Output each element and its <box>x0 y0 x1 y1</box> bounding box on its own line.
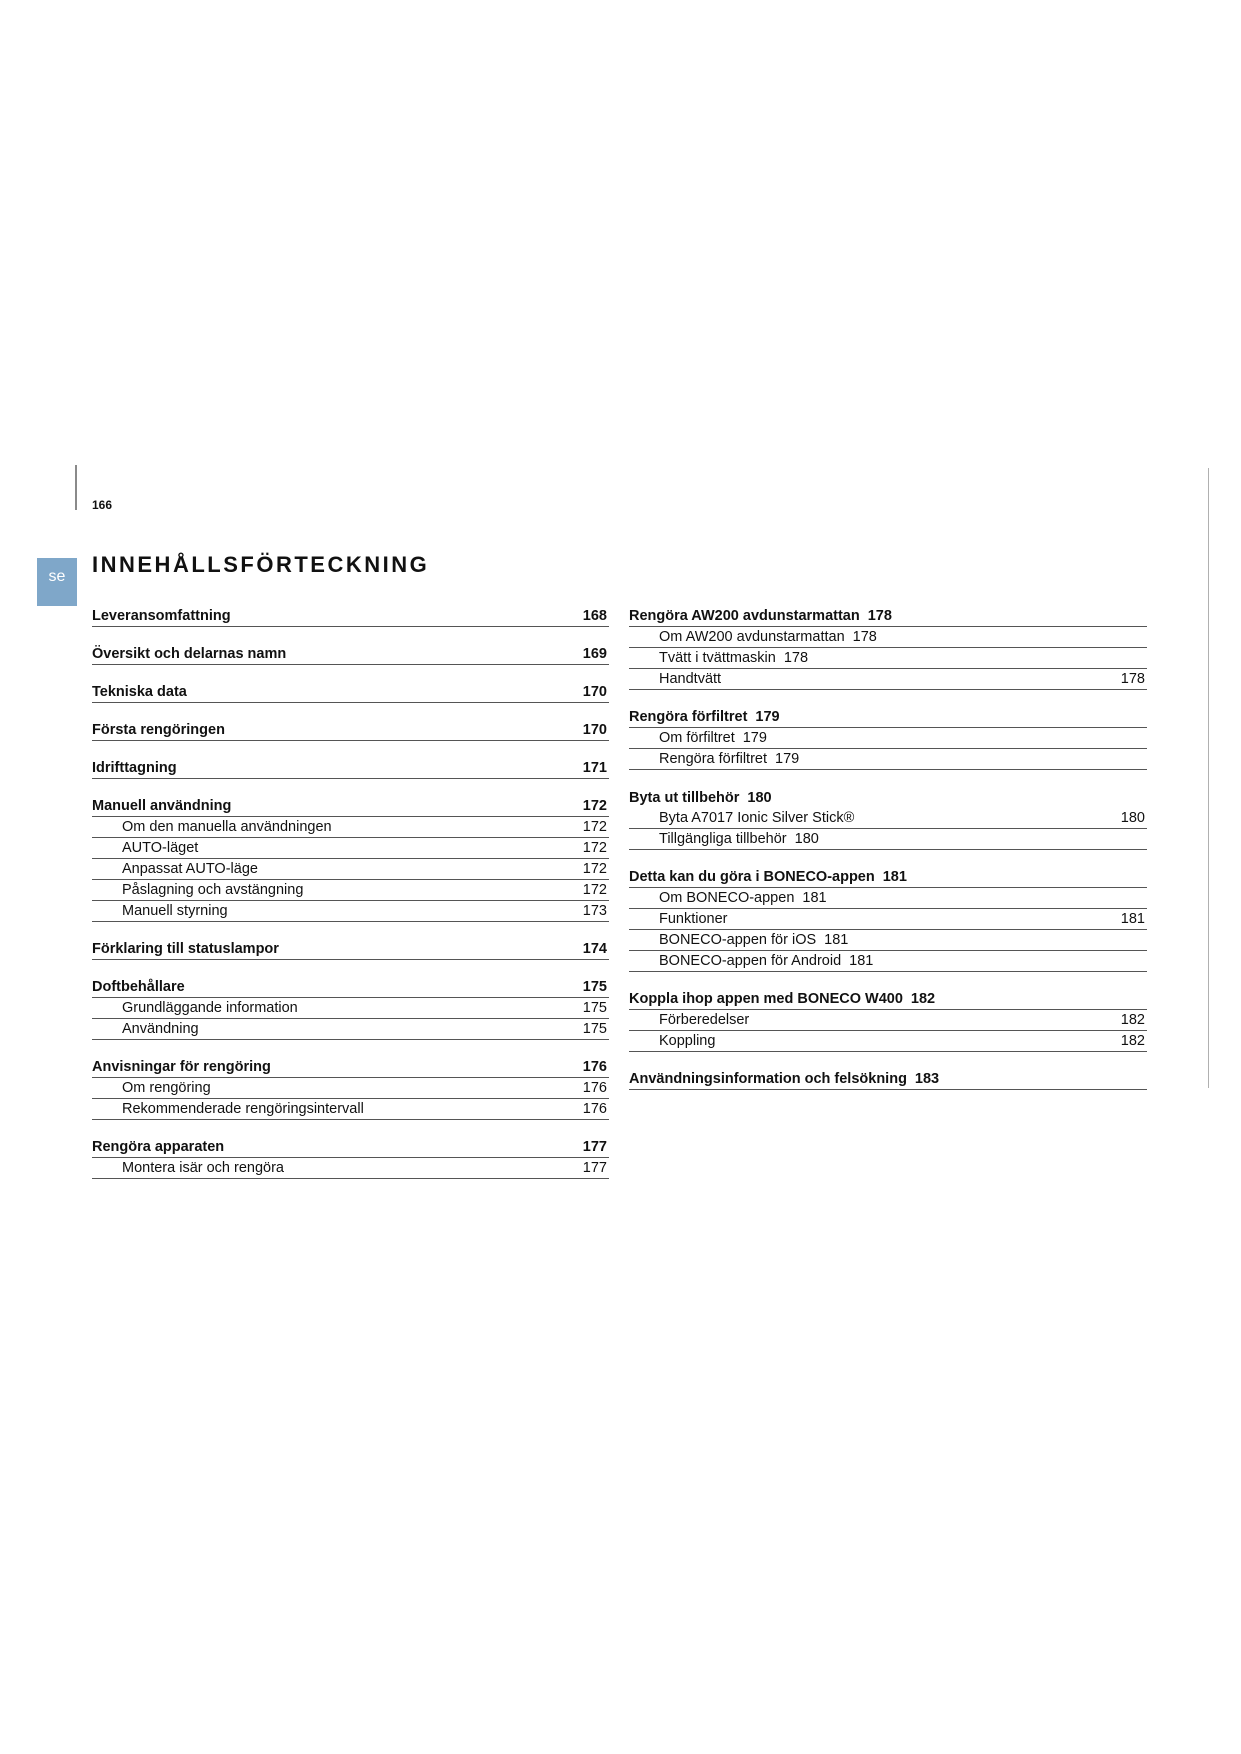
toc-entry[interactable] <box>629 648 1147 669</box>
toc-entry-title: BONECO-appen för iOS <box>659 932 817 948</box>
toc-entry[interactable] <box>629 888 1147 909</box>
toc-section[interactable] <box>92 933 609 960</box>
toc-entry-title-wrap <box>122 1099 364 1119</box>
toc-entry-page: 179 <box>775 751 800 767</box>
toc-entry-page: 175 <box>582 1000 607 1016</box>
toc-entry-title: Funktioner <box>659 911 728 927</box>
toc-entry-title: Tillgängliga tillbehör <box>659 831 787 847</box>
toc-entry[interactable] <box>629 829 1147 850</box>
toc-section[interactable] <box>629 1063 1147 1090</box>
toc-entry-title-wrap <box>122 998 298 1018</box>
toc-entry-title: Rengöra förfiltret <box>629 709 748 725</box>
toc-section[interactable] <box>92 790 609 817</box>
toc-entry-page: 172 <box>582 882 607 898</box>
toc-entry-page: 181 <box>802 890 827 906</box>
toc-entry[interactable] <box>629 930 1147 951</box>
toc-entry-page: 176 <box>582 1101 607 1117</box>
toc-entry-title: Koppling <box>659 1033 716 1049</box>
toc-entry-title-wrap <box>659 749 799 769</box>
toc-entry-title: Förberedelser <box>659 1012 750 1028</box>
toc-entry-title-wrap <box>92 796 231 816</box>
toc-entry-title: Påslagning och avstängning <box>122 882 304 898</box>
toc-entry[interactable] <box>92 1158 609 1179</box>
toc-entry-page: 174 <box>582 941 607 957</box>
toc-entry-title-wrap <box>659 1031 715 1051</box>
toc-entry-page: 181 <box>849 953 874 969</box>
toc-entry[interactable] <box>629 627 1147 648</box>
toc-section[interactable] <box>92 1131 609 1158</box>
toc-entry-title: Detta kan du göra i BONECO-appen <box>629 869 875 885</box>
toc-entry-title-wrap <box>659 951 873 971</box>
toc-entry-title-wrap <box>92 606 231 626</box>
toc-entry-page: 182 <box>1120 1033 1145 1049</box>
toc-entry[interactable] <box>92 998 609 1019</box>
toc-entry-page: 179 <box>742 730 767 746</box>
toc-entry-page: 178 <box>852 629 877 645</box>
toc-entry-title-wrap <box>629 867 907 887</box>
toc-section[interactable] <box>92 1051 609 1078</box>
toc-entry-title-wrap <box>92 720 225 740</box>
toc-group <box>92 638 609 665</box>
toc-entry[interactable] <box>92 1099 609 1120</box>
toc-entry[interactable] <box>92 901 609 922</box>
toc-group <box>92 1131 609 1179</box>
toc-entry[interactable] <box>629 728 1147 749</box>
toc-entry-title: Byta ut tillbehör <box>629 790 740 806</box>
toc-entry-title: Användning <box>122 1021 199 1037</box>
toc-entry-title: Rengöra AW200 avdunstarmattan <box>629 608 860 624</box>
toc-entry[interactable] <box>92 880 609 901</box>
toc-entry-title-wrap <box>659 888 827 908</box>
toc-entry[interactable] <box>629 1031 1147 1052</box>
toc-entry-title-wrap <box>659 648 808 668</box>
toc-right-column <box>629 600 1147 1101</box>
toc-entry-title: Handtvätt <box>659 671 722 687</box>
toc-entry-title-wrap <box>122 880 303 900</box>
toc-entry-page: 172 <box>582 840 607 856</box>
toc-group <box>92 752 609 779</box>
toc-entry-page: 176 <box>582 1059 607 1075</box>
toc-entry-title: Första rengöringen <box>92 722 225 738</box>
toc-entry-title-wrap <box>122 1019 199 1039</box>
toc-entry-title-wrap <box>629 606 892 626</box>
toc-entry-title: Doftbehållare <box>92 979 185 995</box>
toc-entry[interactable] <box>629 951 1147 972</box>
toc-entry-title: Om förfiltret <box>659 730 735 746</box>
toc-entry-title-wrap <box>122 901 228 921</box>
toc-entry-title-wrap <box>629 989 935 1009</box>
toc-entry-title-wrap <box>659 728 767 748</box>
toc-section[interactable] <box>629 861 1147 888</box>
toc-entry-page: 168 <box>582 608 607 624</box>
toc-entry-page: 173 <box>582 903 607 919</box>
toc-entry[interactable] <box>92 1078 609 1099</box>
toc-entry-page: 169 <box>582 646 607 662</box>
toc-group <box>92 971 609 1040</box>
toc-entry-title: Rengöra förfiltret <box>659 751 767 767</box>
toc-entry-title: Koppla ihop appen med BONECO W400 <box>629 991 903 1007</box>
toc-entry-page: 180 <box>1120 810 1145 826</box>
toc-section[interactable] <box>92 600 609 627</box>
toc-entry-title: Tekniska data <box>92 684 187 700</box>
toc-section[interactable] <box>629 781 1147 808</box>
toc-entry[interactable] <box>92 817 609 838</box>
toc-entry-page: 172 <box>582 861 607 877</box>
toc-entry-title-wrap <box>122 1158 284 1178</box>
toc-entry-page: 175 <box>582 979 607 995</box>
right-rule <box>1208 468 1209 1088</box>
toc-group <box>92 933 609 960</box>
toc-entry-page: 178 <box>783 650 809 666</box>
toc-group <box>629 781 1147 850</box>
toc-entry-title-wrap <box>659 669 721 689</box>
toc-group <box>92 790 609 922</box>
page-number: 166 <box>92 498 113 512</box>
toc-entry-page: 183 <box>914 1071 940 1087</box>
toc-section[interactable] <box>92 676 609 703</box>
toc-entry-title-wrap <box>92 977 185 997</box>
toc-section[interactable] <box>92 638 609 665</box>
toc-entry[interactable] <box>92 859 609 880</box>
toc-entry-title-wrap <box>629 1069 939 1089</box>
toc-entry-page: 178 <box>1120 671 1145 687</box>
toc-entry-title-wrap <box>92 682 187 702</box>
toc-entry-title-wrap <box>659 808 854 828</box>
toc-section[interactable] <box>92 714 609 741</box>
toc-entry-page: 170 <box>582 722 607 738</box>
toc-entry-title-wrap <box>122 838 198 858</box>
toc-entry-page: 176 <box>582 1080 607 1096</box>
toc-entry-page: 180 <box>747 790 772 806</box>
toc-entry-title: Anvisningar för rengöring <box>92 1059 271 1075</box>
toc-entry-title-wrap <box>659 930 848 950</box>
toc-group <box>92 1051 609 1120</box>
toc-entry-title-wrap <box>92 644 286 664</box>
toc-entry-title-wrap <box>659 829 819 849</box>
toc-entry-page: 181 <box>882 869 907 885</box>
toc-entry[interactable] <box>92 1019 609 1040</box>
toc-entry-title-wrap <box>659 1010 749 1030</box>
toc-group <box>629 983 1147 1052</box>
toc-entry-title: Rengöra apparaten <box>92 1139 225 1155</box>
toc-entry-page: 178 <box>867 608 892 624</box>
toc-entry-page: 172 <box>582 819 607 835</box>
toc-entry-title: Om den manuella användningen <box>122 819 332 835</box>
toc-entry-title: Grundläggande information <box>122 1000 298 1016</box>
toc-entry-page: 175 <box>582 1021 607 1037</box>
toc-section[interactable] <box>629 600 1147 627</box>
toc-group <box>92 714 609 741</box>
toc-entry-page: 182 <box>1120 1012 1145 1028</box>
toc-entry-title: Byta A7017 Ionic Silver Stick® <box>659 810 855 826</box>
toc-entry-title: Om BONECO-appen <box>659 890 795 906</box>
toc-entry-title-wrap <box>659 627 877 647</box>
toc-left-column <box>92 600 609 1190</box>
toc-entry-title-wrap <box>122 859 258 879</box>
toc-entry-title: Om AW200 avdunstarmattan <box>659 629 845 645</box>
left-rule <box>75 465 77 510</box>
page-title: INNEHÅLLSFÖRTECKNING <box>92 552 430 577</box>
toc-entry[interactable] <box>629 669 1147 690</box>
toc-entry[interactable] <box>629 909 1147 930</box>
toc-entry-title: Om rengöring <box>122 1080 211 1096</box>
toc-entry-title: BONECO-appen för Android <box>659 953 842 969</box>
toc-entry-title: AUTO-läget <box>122 840 199 856</box>
toc-group <box>629 1063 1147 1090</box>
toc-section[interactable] <box>92 971 609 998</box>
toc-group <box>629 861 1147 972</box>
toc-entry-page: 181 <box>1120 911 1145 927</box>
toc-entry-page: 171 <box>582 760 607 776</box>
toc-entry-title-wrap <box>122 817 332 837</box>
toc-group <box>629 600 1147 690</box>
toc-entry-title-wrap <box>92 1137 224 1157</box>
toc-group <box>92 600 609 627</box>
toc-group <box>629 701 1147 770</box>
toc-entry-page: 172 <box>582 798 607 814</box>
toc-entry-page: 182 <box>910 991 936 1007</box>
toc-entry-title: Rekommenderade rengöringsintervall <box>122 1101 364 1117</box>
toc-entry-page: 179 <box>755 709 780 725</box>
toc-entry-title: Idrifttagning <box>92 760 177 776</box>
toc-entry-page: 180 <box>794 831 819 847</box>
toc-entry-title: Manuell användning <box>92 798 232 814</box>
toc-entry-title-wrap <box>92 758 177 778</box>
toc-entry-title: Användningsinformation och felsökning <box>629 1071 907 1087</box>
toc-section[interactable] <box>92 752 609 779</box>
toc-entry-title: Montera isär och rengöra <box>122 1160 284 1176</box>
toc-entry-title: Manuell styrning <box>122 903 228 919</box>
toc-entry[interactable] <box>629 808 1147 829</box>
toc-entry-title-wrap <box>629 788 772 808</box>
toc-entry-title: Översikt och delarnas namn <box>92 646 287 662</box>
toc-section[interactable] <box>629 701 1147 728</box>
toc-entry-title: Anpassat AUTO-läge <box>122 861 258 877</box>
toc-entry-title-wrap <box>92 939 279 959</box>
toc-entry-title-wrap <box>92 1057 271 1077</box>
toc-entry-page: 177 <box>582 1160 607 1176</box>
toc-group <box>92 676 609 703</box>
toc-entry[interactable] <box>629 749 1147 770</box>
toc-entry-title: Leveransomfattning <box>92 608 231 624</box>
toc-entry-page: 177 <box>582 1139 607 1155</box>
toc-entry-title-wrap <box>122 1078 211 1098</box>
toc-entry-page: 181 <box>824 932 849 948</box>
toc-entry-page: 170 <box>582 684 607 700</box>
toc-entry[interactable] <box>629 1010 1147 1031</box>
toc-section[interactable] <box>629 983 1147 1010</box>
toc-entry-title: Förklaring till statuslampor <box>92 941 279 957</box>
toc-entry-title-wrap <box>629 707 780 727</box>
toc-entry-title-wrap <box>659 909 728 929</box>
toc-entry[interactable] <box>92 838 609 859</box>
toc-entry-title: Tvätt i tvättmaskin <box>659 650 776 666</box>
language-tab[interactable]: se <box>37 558 77 606</box>
